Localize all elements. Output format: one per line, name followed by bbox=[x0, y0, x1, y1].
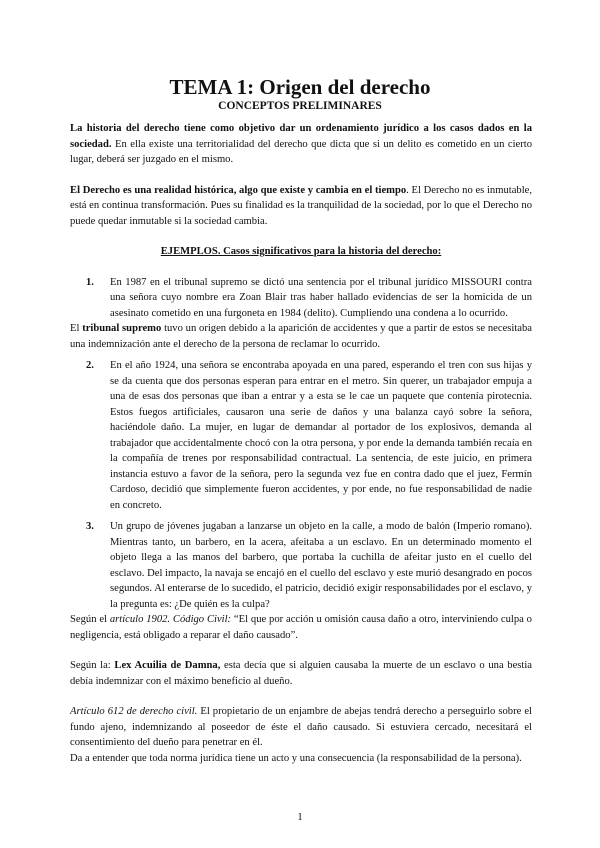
lex-aquilia-bold: Lex Acuilia de Damna, bbox=[114, 660, 221, 671]
derecho-bold: El Derecho es una realidad histórica, algo que existe y cambia en el tiempo bbox=[70, 184, 407, 196]
articulo-1902-pre: Según el bbox=[70, 614, 110, 625]
tribunal-post: tuvo un origen debido a la aparición de accidentes y que a partir de estos se necesitaba una indemnización ante el derecho de la persona de reclamar lo ocurrido. bbox=[70, 323, 532, 350]
articulo-1902-paragraph bbox=[70, 612, 532, 643]
articulo-612-paragraph bbox=[70, 704, 532, 751]
tribunal-paragraph bbox=[70, 321, 532, 352]
example-number: 3. bbox=[86, 521, 94, 532]
articulo-612-italic: Artículo 612 de derecho civil. bbox=[70, 706, 198, 717]
intro-text: En ella existe una territorialidad del derecho que dicta que si un delito es cometido en un cierto lugar, deberá ser juzgado en el mismo. bbox=[70, 138, 532, 165]
articulo-1902-italic: artículo 1902. Código Civil: bbox=[109, 614, 232, 625]
example-number: 2. bbox=[86, 360, 94, 371]
example-text: Un grupo de jóvenes jugaban a lanzarse un objeto en la calle, a modo de balón (Imperio romano). Mientras tanto, un barbero, en la acera, afeitaba a un esclavo. En un determinado momento el objeto llega a las manos del barbero, que portaba la cuchilla de afeitar justo en el cuello del esclavo. Del impacto, la navaja se encajó en el cuello del esclavo y este murió desangrado en pocos segundos. Al enterarse de lo sucedido, el patricio, decidió exigir responsabilidades por el esclavo, y la pregunta es: ¿De quién es la culpa? bbox=[110, 521, 532, 610]
derecho-text: . El Derecho no es inmutable, está en continua transformación. Pues su finalidad es la tranquilidad de la sociedad, por lo que el Derecho no puede quedar inmutable si la sociedad cambia. bbox=[70, 184, 532, 227]
articulo-1902-post: “El que por acción u omisión causa daño a otro, interviniendo culpa o negligencia, está obligado a reparar el daño causado”. bbox=[70, 614, 532, 641]
example-item bbox=[70, 275, 532, 322]
document-body bbox=[70, 121, 532, 766]
page-subtitle: CONCEPTOS PRELIMINARES bbox=[218, 100, 382, 112]
lex-aquilia-post: esta decía que si alguien causaba la muerte de un esclavo o una bestia debía indemnizar con el máximo beneficio al dueño. bbox=[70, 660, 533, 687]
example-number: 1. bbox=[86, 276, 94, 288]
tribunal-bold: tribunal supremo bbox=[82, 323, 162, 334]
conclusion-paragraph: Da a entender que toda norma jurídica tiene un acto y una consecuencia (la responsabilidad de la persona). bbox=[70, 752, 522, 764]
articulo-612-post: El propietario de un enjambre de abejas tendrá derecho a perseguirlo sobre el fundo ajeno, indemnizando al poseedor de éste el daño causado. Si estuviera cercado, necesitará el consentimiento del dueño para penetrar en él. bbox=[70, 706, 532, 748]
derecho-paragraph bbox=[70, 183, 532, 230]
intro-paragraph bbox=[70, 121, 532, 168]
examples-heading: EJEMPLOS. Casos significativos para la historia del derecho: bbox=[160, 246, 442, 257]
intro-bold: La historia del derecho tiene como objetivo dar un ordenamiento jurídico a los casos dados en la sociedad. bbox=[70, 123, 532, 150]
example-item bbox=[70, 519, 532, 612]
example-text: En el año 1924, una señora se encontraba apoyada en una pared, esperando el tren con sus hijas y se da cuenta que dos personas esperan para entrar en el metro. Sin querer, un trabajador empuja a una de esas dos personas que iban a entrar y a esta se le cae un paquete que contenía pirotecnia. Estos fuegos artificiales, causaron una serie de daños y una balanza cayó sobre la señora, haciéndole daño. La mujer, en lugar de demandar al portador de los explosivos, demanda al trabajador que accidentalmente chocó con la otra persona, y por ende la demanda también recaía en la compañía de trenes por responsabilidad contractual. La sentencia, de este juicio, en primera instancia estuvo a favor de la señora, pero la segunda vez fue en contra dado que el juez, Fermín Cardoso, decidió que simplemente fueron accidentes, y por ende, no fue responsabilidad de nadie en concreto. bbox=[110, 360, 532, 511]
tribunal-pre: El bbox=[70, 323, 83, 334]
example-text: En 1987 en el tribunal supremo se dictó una sentencia por el tribunal jurídico MISSOURI contra una señora cuyo nombre era Zoan Blair tras haber hallado evidencias de ser la homicida de un asesinato cometido en una furgoneta en 1984 (delito). Cumpliendo una condena a lo ocurrido. bbox=[110, 276, 532, 319]
example-item bbox=[70, 358, 532, 513]
page-title: TEMA 1: Origen del derecho bbox=[169, 75, 431, 99]
lex-aquilia-paragraph bbox=[70, 658, 532, 689]
lex-aquilia-pre: Según la: bbox=[70, 660, 115, 671]
page-number: 1 bbox=[297, 811, 303, 823]
